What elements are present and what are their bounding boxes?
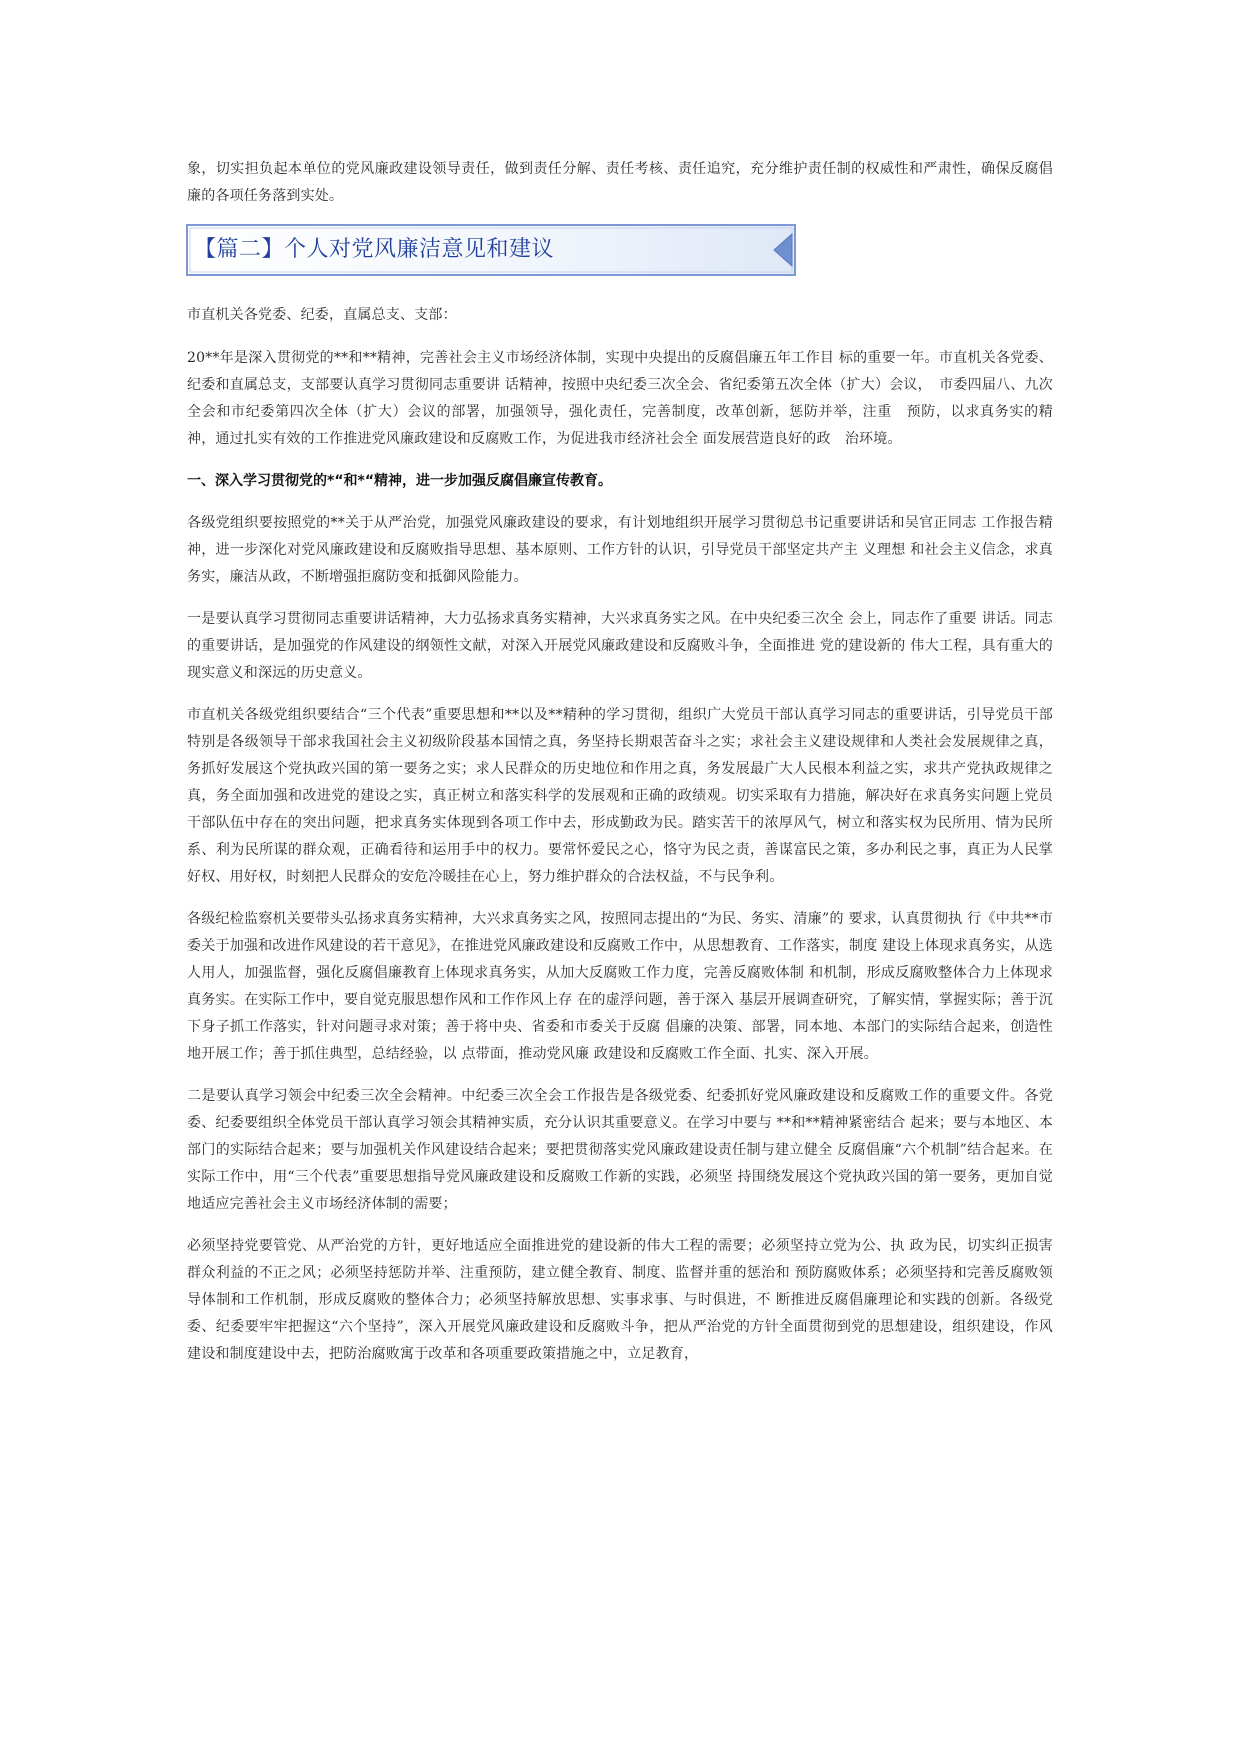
banner-title: 【篇二】个人对党风廉洁意见和建议 — [194, 237, 555, 262]
intro-paragraph: 象，切实担负起本单位的党风廉政建设领导责任，做到责任分解、责任考核、责任追究，充分维护责任制的权威性和严肃性，确保反腐倡廉的各项任务落到实处。 — [187, 161, 1053, 204]
document-page — [187, 156, 1053, 1383]
section-banner — [186, 224, 796, 276]
body-paragraph-5: 二是要认真学习领会中纪委三次全会精神。中纪委三次全会工作报告是各级党委、纪委抓好党风廉政建设和反腐败工作的重要文件。各党委、纪委要组织全体党员干部认真学习领会其精神实质，充分认识其重要意义。在学习中要与 **和**精神紧密结合 起来；要与本地区、本部门的实际结合起来；要与加强机关作风建设结合起来；要把贯彻落实党风廉政建设责任制与建立健全 反腐倡廉“六个机制”结合起来。在实际工作中，用“三个代表”重要思想指导党风廉政建设和反腐败工作新的实践，必须坚 持围绕发展这个党执政兴国的第一要务，更加自觉地适应完善社会主义市场经济体制的需要； — [187, 1088, 1053, 1212]
salutation: 市直机关各党委、纪委，直属总支、支部： — [187, 307, 457, 323]
body-paragraph-1: 各级党组织要按照党的**关于从严治党，加强党风廉政建设的要求，有计划地组织开展学习贯彻总书记重要讲话和吴官正同志 工作报告精神，进一步深化对党风廉政建设和反腐败指导思想、基本原则、工作方针的认识，引导党员干部坚定共产主 义理想 和社会主义信念，求真务实，廉洁从政，不断增强拒腐防变和抵御风险能力。 — [187, 515, 1053, 585]
body-paragraph-4: 各级纪检监察机关要带头弘扬求真务实精神，大兴求真务实之风，按照同志提出的“为民、务实、清廉”的 要求，认真贯彻执 行《中共**市委关于加强和改进作风建设的若干意见》，在推进党风廉政建设和反腐败工作中，从思想教育、工作落实，制度 建设上体现求真务实，从选人用人，加强监督，强化反腐倡廉教育上体现求真务实，从加大反腐败工作力度，完善反腐败体制 和机制，形成反腐败整体合力上体现求真务实。在实际工作中，要自觉克服思想作风和工作作风上存 在的虚浮问题，善于深入 基层开展调查研究，了解实情，掌握实际；善于沉下身子抓工作落实，针对问题寻求对策；善于将中央、省委和市委关于反腐 倡廉的决策、部署，同本地、本部门的实际结合起来，创造性地开展工作；善于抓住典型，总结经验，以 点带面，推动党风廉 政建设和反腐败工作全面、扎实、深入开展。 — [187, 911, 1053, 1062]
opening-paragraph: 20**年是深入贯彻党的**和**精神，完善社会主义市场经济体制，实现中央提出的反腐倡廉五年工作目 标的重要一年。市直机关各党委、纪委和直属总支，支部要认真学习贯彻同志重要讲 话精神，按照中央纪委三次全会、省纪委第五次全体（扩大）会议， 市委四届八、九次全会和市纪委第四次全体（扩大）会议的部署，加强领导，强化责任，完善制度，改革创新，惩防并举，注重 预防，以求真务实的精神，通过扎实有效的工作推进党风廉政建设和反腐败工作，为促进我市经济社会全 面发展营造良好的政 治环境。 — [187, 350, 1053, 447]
body-paragraph-6: 必须坚持党要管党、从严治党的方针，更好地适应全面推进党的建设新的伟大工程的需要；必须坚持立党为公、执 政为民，切实纠正损害群众利益的不正之风；必须坚持惩防并举、注重预防，建立健全教育、制度、监督并重的惩治和 预防腐败体系；必须坚持和完善反腐败领导体制和工作机制，形成反腐败的整体合力；必须坚持解放思想、实事求事、与时俱进，不 断推进反腐倡廉理论和实践的创新。各级党委、纪委要牢牢把握这“六个坚持”，深入开展党风廉政建设和反腐败斗争，把从严治党的方针全面贯彻到党的思想建设，组织建设，作风建设和制度建设中去，把防治腐败寓于改革和各项重要政策措施之中，立足教育， — [187, 1238, 1053, 1362]
section-heading: 一、深入学习贯彻党的*“和*“精神，进一步加强反腐倡廉宣传教育。 — [187, 473, 613, 489]
body-paragraph-2: 一是要认真学习贯彻同志重要讲话精神，大力弘扬求真务实精神，大兴求真务实之风。在中央纪委三次全 会上，同志作了重要 讲话。同志的重要讲话，是加强党的作风建设的纲领性文献，对深入开展党风廉政建设和反腐败斗争，全面推进 党的建设新的 伟大工程，具有重大的现实意义和深远的历史意义。 — [187, 611, 1053, 681]
body-paragraph-3: 市直机关各级党组织要结合“三个代表”重要思想和**以及**精种的学习贯彻，组织广大党员干部认真学习同志的重要讲话，引导党员干部特别是各级领导干部求我国社会主义初级阶段基本国情之真，务坚持长期艰苦奋斗之实；求社会主义建设规律和人类社会发展规律之真，务抓好发展这个党执政兴国的第一要务之实；求人民群众的历史地位和作用之真，务发展最广大人民根本利益之实，求共产党执政规律之真，务全面加强和改进党的建设之实，真正树立和落实科学的发展观和正确的政绩观。切实采取有力措施，解决好在求真务实问题上党员干部队伍中存在的突出问题，把求真务实体现到各项工作中去，形成勤政为民。踏实苦干的浓厚风气，树立和落实权为民所用、情为民所系、利为民所谋的群众观，正确看待和运用手中的权力。要常怀爱民之心，恪守为民之责，善谋富民之策，多办利民之事，真正为人民掌好权、用好权，时刻把人民群众的安危冷暖挂在心上，努力维护群众的合法权益，不与民争利。 — [187, 707, 1053, 885]
